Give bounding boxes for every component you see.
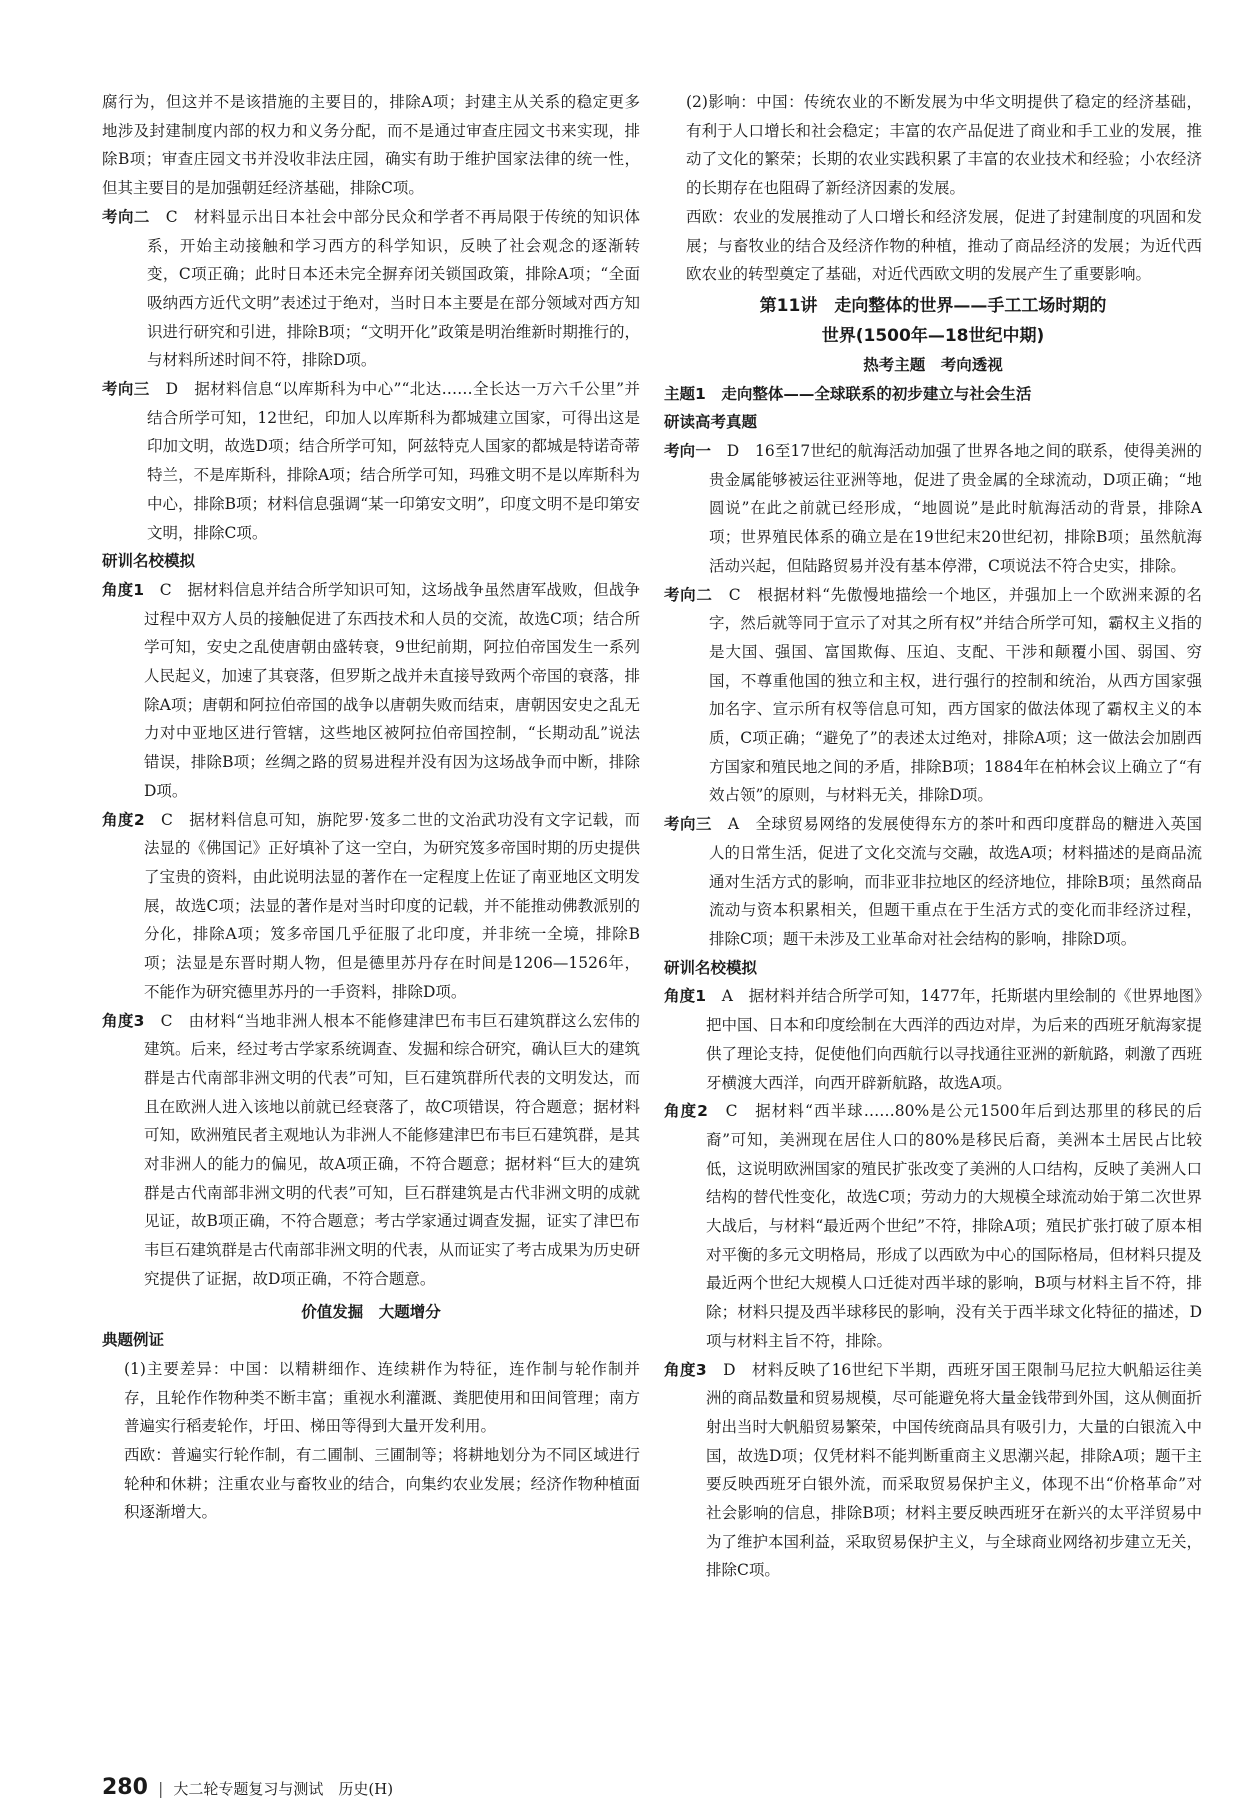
answer-kaoxiang-3 [102,375,640,547]
answer-text: C 据材料信息并结合所学知识可知，这场战争虽然唐军战败，但战争过程中双方人员的接触促进了东西技术和人员的交流，故选C项；结合所学可知，安史之乱使唐朝由盛转衰，9世纪前期，阿拉伯帝国发生一系列人民起义，加速了其衰落，但罗斯之战并未直接导致两个帝国的衰落，排除A项；唐朝和阿拉伯帝国的战争以唐朝失败而结束，唐朝因安史之乱无力对中亚地区进行管辖，这些地区被阿拉伯帝国控制，“长期动乱”说法错误，排除B项；丝绸之路的贸易进程并没有因为这场战争而中断，排除D项。 [144,580,641,800]
answer-tag: 考向一 [664,442,712,461]
theme-heading [664,380,1202,409]
answer-tag: 角度1 [664,987,707,1006]
subheading-exam: 研读高考真题 [664,413,758,432]
answer-tag: 考向二 [102,207,150,226]
answer-kaoxiang-2 [664,581,1202,811]
lecture-title-line-2: 世界(1500年—18世纪中期) [821,325,1045,346]
book-title: 大二轮专题复习与测试 历史(H) [173,1780,394,1798]
subheading-example: 典题例证 [102,1331,165,1350]
subheading-mock: 研训名校模拟 [102,552,196,571]
theme-text: 走向整体——全球联系的初步建立与社会生活 [721,384,1032,403]
lecture-title-line-1: 第11讲 走向整体的世界——手工工场时期的 [759,295,1107,316]
right-column [664,88,1202,1585]
answer-kaoxiang-1 [664,437,1202,581]
answer-text: C 根据材料“先傲慢地描绘一个地区，并强加上一个欧洲来源的名字，然后就等同于宣示了对其之所有权”并结合所学可知，霸权主义指的是大国、强国、富国欺侮、压迫、支配、干涉和颠覆小国、弱国、穷国，不尊重他国的独立和主权，进行强行的控制和统治，从西方国家强加名字、宣示所有权等信息可知，西方国家的做法体现了霸权主义的本质，C项正确；“避免了”的表述太过绝对，排除A项；这一做法会加剧西方国家和殖民地之间的矛盾，排除B项；1884年在柏林会议上确立了“有效占领”的原则，与材料无关，排除D项。 [709,585,1202,805]
essay-answer-2: (2)影响：中国：传统农业的不断发展为中华文明提供了稳定的经济基础，有利于人口增长和社会稳定；丰富的农产品促进了商业和手工业的发展，推动了文化的繁荣；长期的农业实践积累了丰富的农业技术和经验；小农经济的长期存在也阻碍了新经济因素的发展。 [686,93,1202,198]
essay-answer-1-west: 西欧：普遍实行轮作制，有二圃制、三圃制等；将耕地划分为不同区域进行轮种和休耕；注重农业与畜牧业的结合，向集约农业发展；经济作物种植面积逐渐增大。 [124,1446,640,1522]
answer-jiaodu-3 [102,1007,640,1294]
answer-text: C 由材料“当地非洲人根本不能修建津巴布韦巨石建筑群这么宏伟的建筑。后来，经过考古学家系统调查、发掘和综合研究，确认巨大的建筑群是古代南部非洲文明的代表”可知，巨石建筑群所代表的文明发达，而且在欧洲人进入该地以前就已经衰落了，故C项错误，符合题意；据材料可知，欧洲殖民者主观地认为非洲人不能修建津巴布韦巨石建筑群，是其对非洲人的能力的偏见，故A项正确，不符合题意；据材料“巨大的建筑群是古代南部非洲文明的代表”可知，巨石群建筑是古代非洲文明的成就见证，故B项正确，不符合题意；考古学家通过调查发掘，证实了津巴布韦巨石建筑群是古代南部非洲文明的代表，从而证实了考古成果为历史研究提供了证据，故D项正确，不符合题意。 [144,1011,641,1288]
footer-divider: | [157,1779,164,1798]
page-number: 280 [102,1775,148,1800]
answer-text: D 16至17世纪的航海活动加强了世界各地之间的联系，使得美洲的贵金属能够被运往亚洲等地，促进了贵金属的全球流动，D项正确；“地圆说”在此之前就已经形成，“地圆说”是此时航海活动的背景，排除A项；世界殖民体系的确立是在19世纪末20世纪初，排除B项；虽然航海活动兴起，但陆路贸易并没有基本停滞，C项说法不符合史实，排除。 [709,442,1202,575]
answer-kaoxiang-3 [664,810,1202,954]
answer-tag: 角度1 [102,580,145,599]
page-footer [102,1775,393,1800]
answer-jiaodu-2 [664,1097,1202,1355]
answer-continuation: 腐行为，但这并不是该措施的主要目的，排除A项；封建主从关系的稳定更多地涉及封建制度内部的权力和义务分配，而不是通过审查庄园文书来实现，排除B项；审查庄园文书并没收非法庄园，确实有助于维护国家法律的统一性，但其主要目的是加强朝廷经济基础，排除C项。 [102,93,640,198]
left-column [102,88,640,1527]
answer-jiaodu-3 [664,1356,1202,1586]
theme-tag: 主题1 [664,384,706,403]
answer-jiaodu-2 [102,806,640,1007]
answer-text: A 全球贸易网络的发展使得东方的茶叶和西印度群岛的糖进入英国人的日常生活，促进了文化交流与交融，故选A项；材料描述的是商品流通对生活方式的影响，而非亚非拉地区的经济地位，排除B项；虽然商品流动与资本积累相关，但题干重点在于生活方式的变化而非经济过程，排除C项；题干未涉及工业革命对社会结构的影响，排除D项。 [709,815,1202,948]
essay-answer-2-west: 西欧：农业的发展推动了人口增长和经济发展，促进了封建制度的巩固和发展；与畜牧业的结合及经济作物的种植，推动了商品经济的发展；为近代西欧农业的转型奠定了基础，对近代西欧文明的发展产生了重要影响。 [686,207,1202,284]
answer-text: C 材料显示出日本社会中部分民众和学者不再局限于传统的知识体系，开始主动接触和学习西方的科学知识，反映了社会观念的逐渐转变，C项正确；此时日本还未完全摒弃闭关锁国政策，排除A项；“全面吸纳西方近代文明”表述过于绝对，当时日本主要是在部分领域对西方知识进行研究和引进，排除B项；“文明开化”政策是明治维新时期推行的，与材料所述时间不符，排除D项。 [147,207,640,370]
answer-jiaodu-1 [102,576,640,806]
answer-jiaodu-1 [664,982,1202,1097]
answer-text: D 据材料信息“以库斯科为中心”“北达……全长达一万六千公里”并结合所学可知，12世纪，印加人以库斯科为都城建立国家，可得出这是印加文明，故选D项；结合所学可知，阿兹特克人国家的都城是特诺奇蒂特兰，不是库斯科，排除A项；结合所学可知，玛雅文明不是以库斯科为中心，排除B项；材料信息强调“某一印第安文明”，印度文明不是印第安文明，排除C项。 [147,380,640,542]
subheading-mock: 研训名校模拟 [664,958,758,977]
answer-text: D 材料反映了16世纪下半期，西班牙国王限制马尼拉大帆船运往美洲的商品数量和贸易规模，尽可能避免将大量金钱带到外国，这从侧面折射出当时大帆船贸易繁荣，中国传统商品具有吸引力，大量的白银流入中国，故选D项；仅凭材料不能判断重商主义思潮兴起，排除A项；题干主要反映西班牙白银外流，而采取贸易保护主义，体现不出“价格革命”对社会影响的信息，排除B项；材料主要反映西班牙在新兴的太平洋贸易中为了维护本国利益，采取贸易保护主义，与全球商业网络初步建立无关，排除C项。 [706,1360,1203,1580]
section-heading-value: 价值发掘 大题增分 [301,1302,441,1321]
answer-tag: 角度3 [102,1011,145,1030]
answer-tag: 考向三 [102,380,150,399]
answer-text: A 据材料并结合所学可知，1477年，托斯堪内里绘制的《世界地图》把中国、日本和印度绘制在大西洋的西边对岸，为后来的西班牙航海家提供了理论支持，促使他们向西航行以寻找通往亚洲的新航路，刺激了西班牙横渡大西洋，向西开辟新航路，故选A项。 [706,987,1203,1092]
essay-answer-1: (1)主要差异：中国：以精耕细作、连续耕作为特征，连作制与轮作制并存，且轮作作物种类不断丰富；重视水利灌溉、粪肥使用和田间管理；南方普遍实行稻麦轮作，圩田、梯田等得到大量开发利用。 [124,1359,640,1436]
answer-text: C 据材料“西半球……80%是公元1500年后到达那里的移民的后裔”可知，美洲现在居住人口的80%是移民后裔，美洲本土居民占比较低，这说明欧洲国家的殖民扩张改变了美洲的人口结构，反映了美洲人口结构的替代性变化，故选C项；劳动力的大规模全球流动始于第二次世界大战后，与材料“最近两个世纪”不符，排除A项；殖民扩张打破了原本相对平衡的多元文明格局，形成了以西欧为中心的国际格局，但材料只提及最近两个世纪大规模人口迁徙对西半球的影响，B项与材料主旨不符，排除；材料只提及西半球移民的影响，没有关于西半球文化特征的描述，D项与材料主旨不符，排除。 [706,1102,1203,1350]
answer-text: C 据材料信息可知，旃陀罗·笈多二世的文治武功没有文字记载，而法显的《佛国记》正好填补了这一空白，为研究笈多帝国时期的历史提供了宝贵的资料，由此说明法显的著作在一定程度上佐证了南亚地区文明发展，故选C项；法显的著作是对当时印度的记载，并不能推动佛教派别的分化，排除A项；笈多帝国几乎征服了北印度，并非统一全境，排除B项；法显是东晋时期人物，但是德里苏丹存在时间是1206—1526年，不能作为研究德里苏丹的一手资料，排除D项。 [144,810,641,1001]
answer-tag: 角度3 [664,1360,707,1379]
answer-tag: 考向二 [664,585,713,604]
answer-tag: 角度2 [664,1102,708,1121]
answer-kaoxiang-2 [102,203,640,375]
section-heading-hot: 热考主题 考向透视 [863,355,1003,374]
answer-tag: 考向三 [664,815,712,834]
answer-tag: 角度2 [102,810,145,829]
